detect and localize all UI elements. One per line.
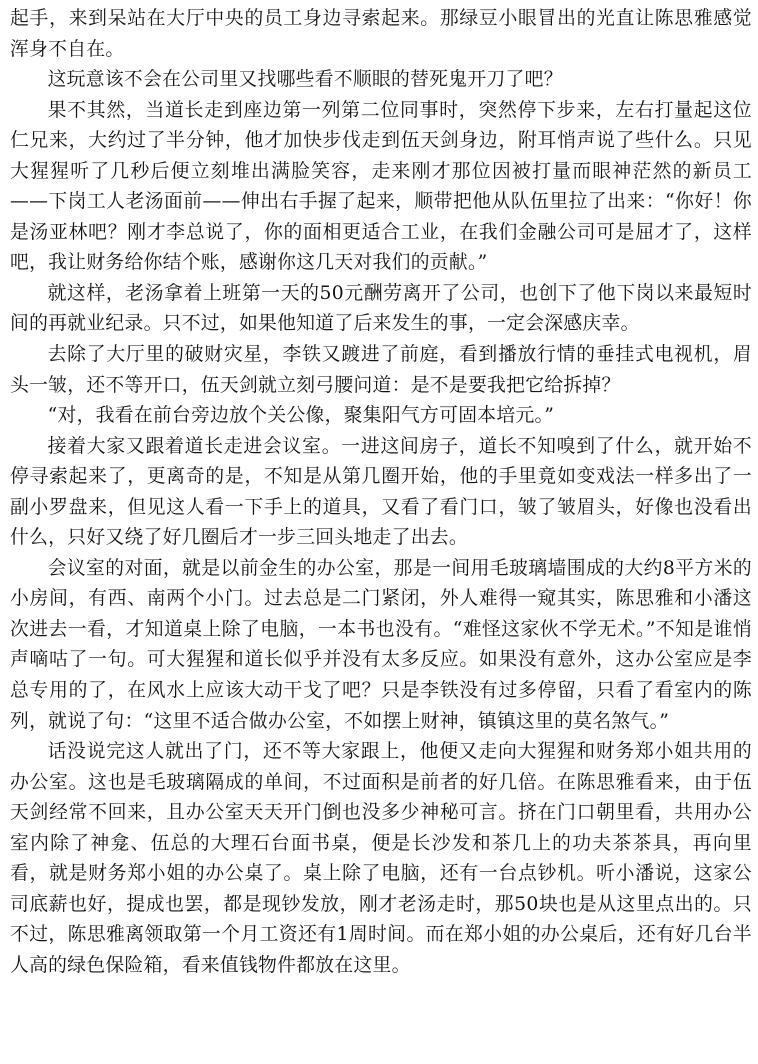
paragraph-9: 话没说完这人就出了门，还不等大家跟上，他便又走向大猩猩和财务郑小姐共用的办公室。这也是毛玻璃隔成的单间，不过面积是前者的好几倍。在陈思雅看来，由于伍天剑经常不回来，且办公室天天开门倒也没多少神秘可言。挤在门口朝里看，共用办公室内除了神龛、伍总的大理石台面书桌，便是长沙发和茶几上的功夫茶茶具，再向里看，就是财务郑小姐的办公桌了。桌上除了电脑，还有一台点钞机。听小潘说，这家公司底薪也好，提成也罢，都是现钞发放，刚才老汤走时，那50块也是从这里点出的。只不过，陈思雅离领取第一个月工资还有1周时间。而在郑小姐的办公桌后，还有好几台半人高的绿色保险箱，看来值钱物件都放在这里。 — [10, 741, 752, 976]
paragraph-7: 接着大家又跟着道长走进会议室。一进这间房子，道长不知嗅到了什么，就开始不停寻索起来了，更离奇的是，不知是从第几圈开始，他的手里竟如变戏法一样多出了一副小罗盘来，但见这人看一下手上的道具，又看了看门口，皱了皱眉头，好像也没看出什么，只好又绕了好几圈后才一步三回头地走了出去。 — [10, 435, 752, 549]
paragraph-6: “对，我看在前台旁边放个关公像，聚集阳气方可固本培元。” — [47, 405, 555, 427]
paragraph-5: 去除了大厅里的破财灾星，李铁又踱进了前庭，看到播放行情的垂挂式电视机，眉头一皱，还不等开口，伍天剑就立刻弓腰问道：是不是要我把它给拆掉？ — [10, 344, 752, 396]
paragraph-4: 就这样，老汤拿着上班第一天的50元酬劳离开了公司，也创下了他下岗以来最短时间的再就业纪录。只不过，如果他知道了后来发生的事，一定会深感庆幸。 — [10, 282, 752, 335]
paragraph-8: 会议室的对面，就是以前金生的办公室，那是一间用毛玻璃墙围成的大约8平方米的小房间，有西、南两个小门。过去总是二门紧闭，外人难得一窥其实，陈思雅和小潘这次进去一看，才知道桌上除了电脑，一本书也没有。“难怪这家伙不学无术。”不知是谁悄声嘀咕了一句。可大猩猩和道长似乎并没有太多反应。如果没有意外，这办公室应是李总专用的了，在风水上应该大动干戈了吧？只是李铁没有过多停留，只看了看室内的陈列，就说了句：“这里不适合做办公室，不如摆上财神，镇镇这里的莫名煞气。” — [10, 557, 752, 732]
paragraph-2: 这玩意该不会在公司里又找哪些看不顺眼的替死鬼开刀了吧？ — [47, 69, 563, 91]
paragraph-1: 起手，来到呆站在大厅中央的员工身边寻索起来。那绿豆小眼冒出的光直让陈思雅感觉浑身不自在。 — [10, 8, 752, 60]
paragraph-3: 果不其然，当道长走到座边第一列第二位同事时，突然停下步来，左右打量起这位仁兄来，大约过了半分钟，他才加快步伐走到伍天剑身边，附耳悄声说了些什么。只见大猩猩听了几秒后便立刻堆出满脸笑容，走来刚才那位因被打量而眼神茫然的新员工——下岗工人老汤面前——伸出右手握了起来，顺带把他从队伍里拉了出来：“你好！你是汤亚林吧？刚才李总说了，你的面相更适合工业，在我们金融公司可是屈才了，这样吧，我让财务给你结个账，感谢你这几天对我们的贡献。” — [10, 99, 752, 274]
